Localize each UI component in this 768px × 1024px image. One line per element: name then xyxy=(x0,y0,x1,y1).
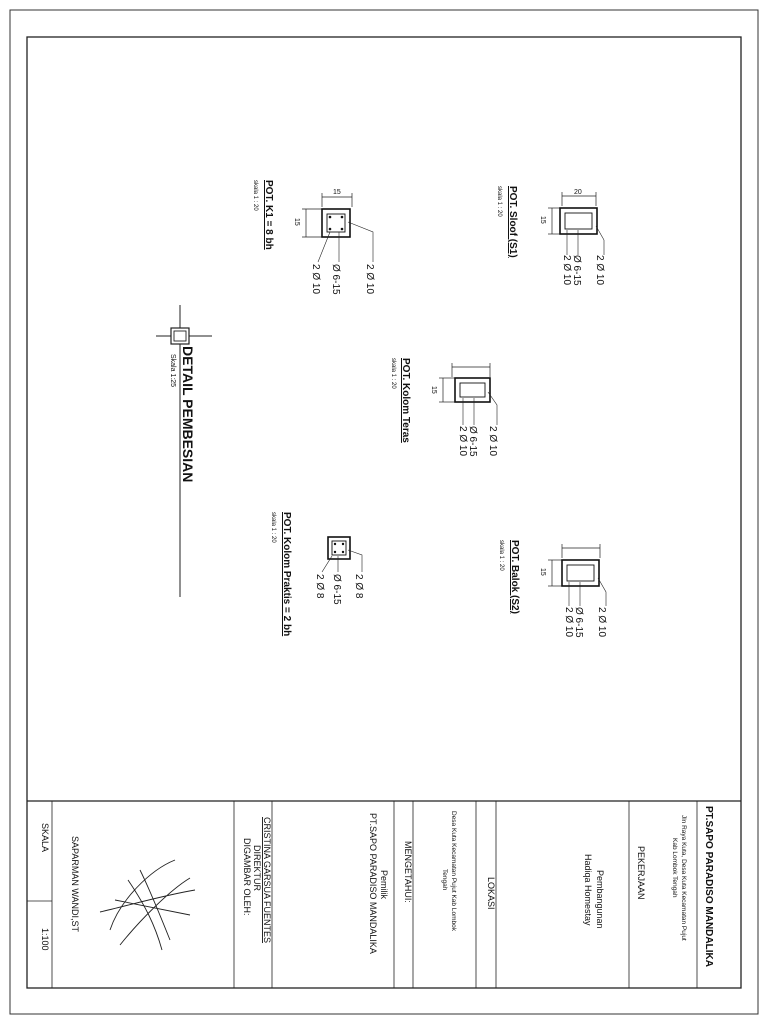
rebar-label: 2 Ø 10 xyxy=(364,264,375,295)
page-title-scale: Skala 1:25 xyxy=(169,354,176,388)
section-title: POT. Balok (S2) xyxy=(509,540,520,614)
dimension-height: 15 xyxy=(539,568,546,576)
section-title: POT. Sloof (S1) xyxy=(507,186,518,258)
drafter-name: SAPARMAN WANDI,ST xyxy=(70,836,80,933)
section-title: POT. K1 = 8 bh xyxy=(263,180,274,250)
pekerjaan-value-line: Pembangunan xyxy=(595,870,605,929)
lokasi-value-line: Tengah xyxy=(441,869,448,891)
pemilik-label: Pemilik xyxy=(379,870,389,900)
lokasi-value-line: Desa Kuta Kecamatan Pujut Kab Lombok xyxy=(450,811,457,931)
section-outline xyxy=(560,208,597,234)
section-kolom-teras xyxy=(390,358,498,457)
stirrup-label: Ø 6-15 xyxy=(331,574,342,605)
rebar-label: 2 Ø 10 xyxy=(563,607,574,638)
rebar-label: 2 Ø 10 xyxy=(310,264,321,295)
signature-image xyxy=(100,860,195,950)
section-scale: skala 1 : 20 xyxy=(498,540,504,571)
section-k1 xyxy=(252,180,375,295)
dimension-height: 15 xyxy=(293,218,300,226)
rebar-label: 2 Ø 10 xyxy=(594,255,605,286)
stirrup xyxy=(565,213,592,229)
digambar-label: DIGAMBAR OLEH: xyxy=(242,838,252,916)
stirrup-label: Ø 6-15 xyxy=(571,255,582,286)
pekerjaan-value-line: Hadiqa Homestay xyxy=(583,854,593,926)
company-address-line: Kab Lombok Tengah xyxy=(671,838,678,898)
pemilik-company: PT.SAPO PARADISO MANDALIKA xyxy=(368,813,378,954)
section-outline xyxy=(322,209,350,237)
section-outline xyxy=(562,560,599,586)
rebar-label: 2 Ø 8 xyxy=(314,574,325,599)
section-balok xyxy=(498,540,607,638)
company-address-line: Jln Raya Kuta, Desa Kuta Kecamatan Pujut xyxy=(680,815,687,941)
pekerjaan-label: PEKERJAAN xyxy=(636,846,646,900)
rebar-label: 2 Ø 8 xyxy=(353,574,364,599)
section-outline xyxy=(328,537,350,559)
section-kolom-praktis xyxy=(270,512,364,636)
stirrup-label: Ø 6-15 xyxy=(330,264,341,295)
rebar-label: 2 Ø 10 xyxy=(561,255,572,286)
director-name: CRISTINA GARSUA FUENTES xyxy=(262,817,272,944)
page-title: DETAIL PEMBESIAN xyxy=(180,346,196,483)
skala-value: 1:100 xyxy=(40,928,50,951)
dimension-height: 15 xyxy=(430,386,437,394)
stirrup-label: Ø 6-15 xyxy=(467,426,478,457)
title-block xyxy=(27,801,741,988)
company-name: PT.SAPO PARADISO MANDALIKA xyxy=(703,806,714,967)
section-title: POT. Kolom Praktis = 2 bh xyxy=(281,512,292,637)
dimension-width: 20 xyxy=(574,189,582,196)
section-scale: skala 1 : 20 xyxy=(270,512,276,543)
mengetahui-label: MENGETAHUI: xyxy=(403,841,413,903)
section-scale: skala 1 : 20 xyxy=(496,186,502,217)
stirrup xyxy=(567,565,594,581)
inner-frame xyxy=(27,37,741,988)
detail-title-block xyxy=(156,305,212,597)
stirrup-label: Ø 6-15 xyxy=(573,607,584,638)
dimension-height: 15 xyxy=(539,216,546,224)
lokasi-label: LOKASI xyxy=(486,877,496,910)
section-title: POT. Kolom Teras xyxy=(400,358,411,443)
section-scale: skala 1 : 20 xyxy=(252,180,258,211)
skala-label: SKALA xyxy=(40,823,50,853)
rebar-label: 2 Ø 10 xyxy=(596,607,607,638)
stirrup xyxy=(460,383,485,397)
stirrup xyxy=(332,541,346,555)
section-scale: skala 1 : 20 xyxy=(390,358,396,389)
director-title: DIREKTUR xyxy=(252,845,262,892)
rebar-label: 2 Ø 10 xyxy=(487,426,498,457)
rebar-label: 2 Ø 10 xyxy=(457,426,468,457)
section-sloof xyxy=(496,186,605,286)
dimension-width: 15 xyxy=(333,189,341,196)
